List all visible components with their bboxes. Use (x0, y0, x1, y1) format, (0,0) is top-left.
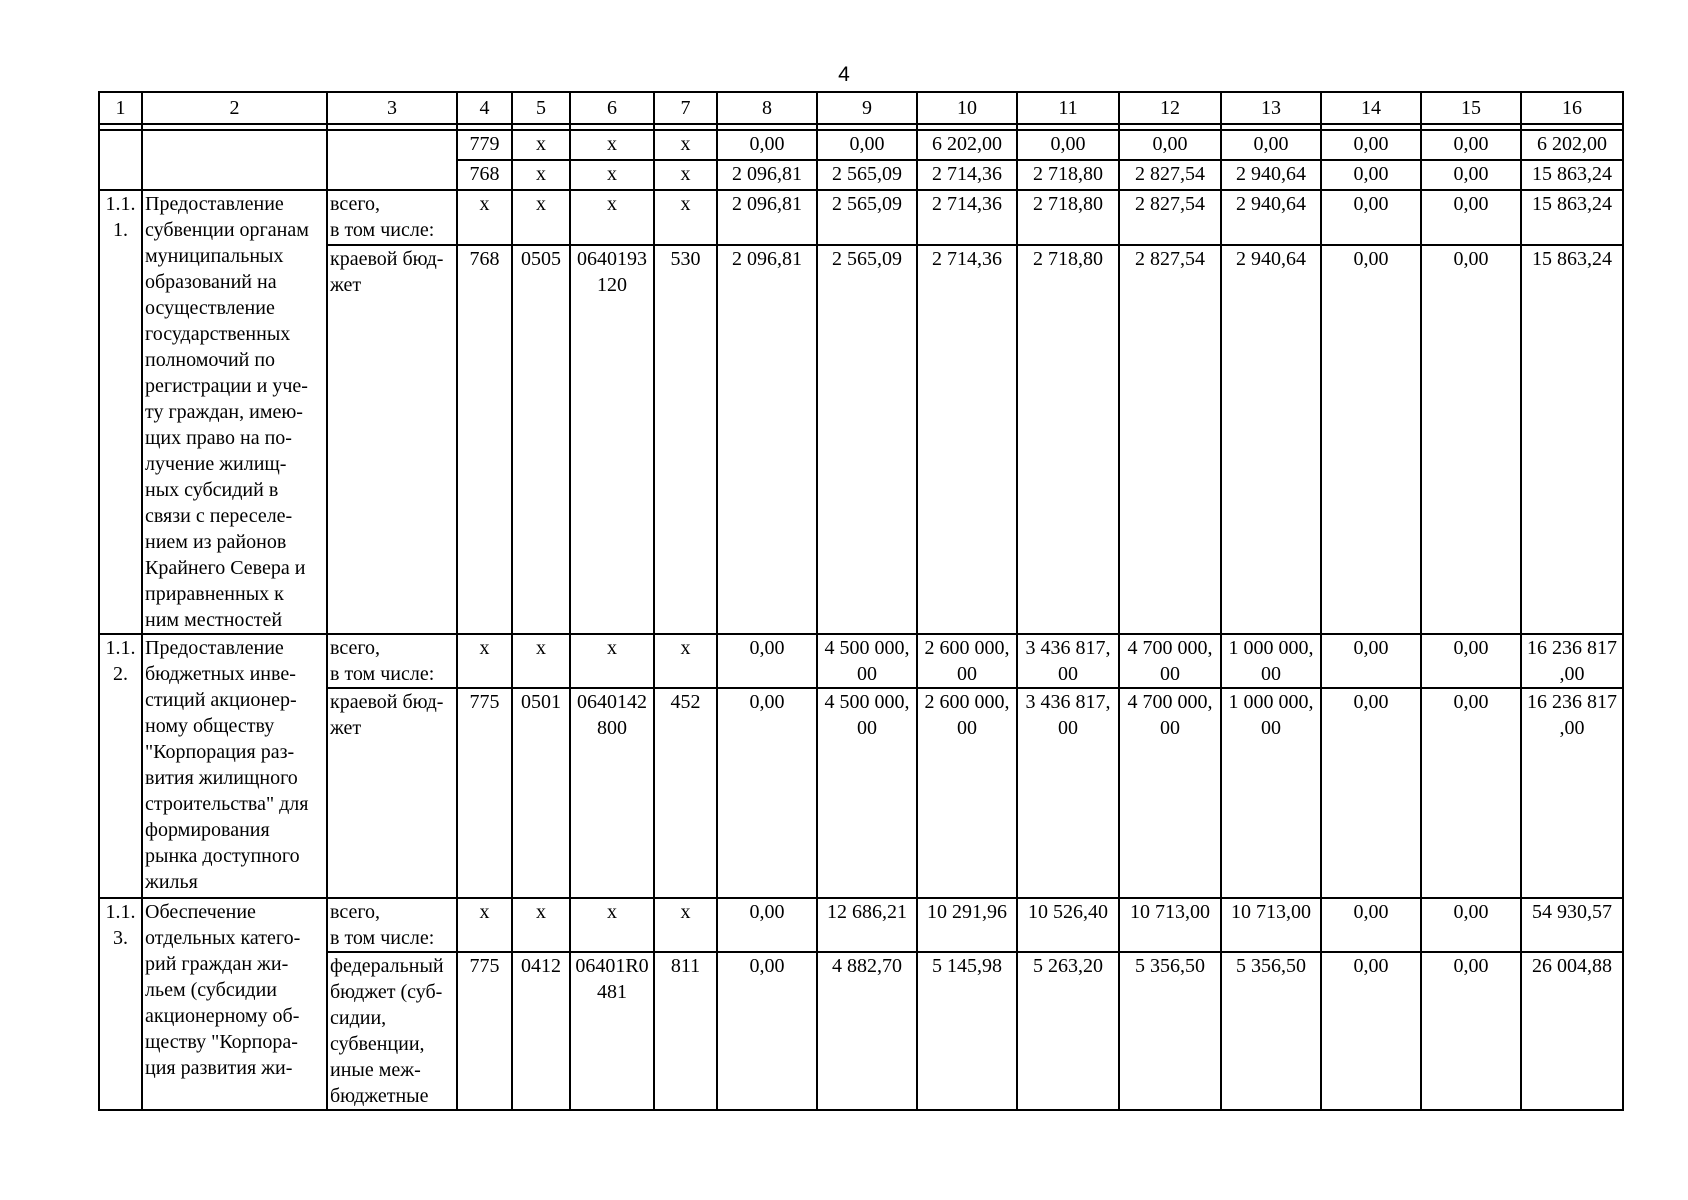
table-cell: 2 940,64 (1221, 245, 1321, 634)
table-cell: 5 145,98 (917, 952, 1017, 1110)
table-cell: х (654, 898, 717, 952)
table-cell: х (654, 634, 717, 688)
table-cell: 2 096,81 (717, 160, 817, 190)
item-source-row (99, 245, 1623, 634)
column-number-header: 12 (1119, 92, 1221, 124)
table-cell: 5 263,20 (1017, 952, 1119, 1110)
source-label: всего, в том числе: (327, 898, 457, 952)
page-number: 4 (838, 63, 850, 86)
source-label: федеральный бюджет (суб- сидии, субвенции, иные меж- бюджетные (327, 952, 457, 1110)
table-cell (142, 130, 327, 190)
item-total-row (99, 634, 1623, 688)
item-number: 1.1. 1. (99, 190, 142, 634)
column-number-header: 15 (1421, 92, 1521, 124)
table-cell: 2 827,54 (1119, 160, 1221, 190)
item-name: Предоставление бюджетных инве- стиций акционер- ному обществу "Корпорация раз- вития жилищного строительства" для формирования рынка доступного жилья (142, 634, 327, 898)
item-source-row (99, 688, 1623, 898)
table-cell: 16 236 817 ,00 (1521, 688, 1623, 898)
table-cell: 0,00 (1221, 130, 1321, 160)
table-cell: х (512, 634, 570, 688)
table-cell: 2 827,54 (1119, 245, 1221, 634)
column-number-header: 14 (1321, 92, 1421, 124)
source-label: всего, в том числе: (327, 190, 457, 245)
table-cell: 2 565,09 (817, 160, 917, 190)
table-cell: х (570, 634, 654, 688)
table-cell: 10 291,96 (917, 898, 1017, 952)
table-cell: 15 863,24 (1521, 245, 1623, 634)
table-cell: 0,00 (1321, 245, 1421, 634)
table-cell: 2 718,80 (1017, 245, 1119, 634)
table-cell: 0,00 (717, 130, 817, 160)
item-name: Предоставление субвенции органам муниципальных образований на осуществление государственных полномочий по регистрации и уче- ту граждан, имею- щих право на по- лучение жилищ- ных субсидий в связи с переселе- нием из районов Крайнего Севера и приравненных к ним местностей (142, 190, 327, 634)
column-number-header: 6 (570, 92, 654, 124)
table-cell: 0501 (512, 688, 570, 898)
table-cell: х (512, 898, 570, 952)
column-number-header: 7 (654, 92, 717, 124)
source-label: всего, в том числе: (327, 634, 457, 688)
table-cell: 0,00 (717, 688, 817, 898)
table-cell: 2 827,54 (1119, 190, 1221, 245)
item-total-row (99, 898, 1623, 952)
table-cell: 0,00 (1321, 190, 1421, 245)
table-cell: 4 882,70 (817, 952, 917, 1110)
table-cell: 0,00 (717, 952, 817, 1110)
table-cell: 0,00 (1421, 160, 1521, 190)
table-cell: 0,00 (1421, 688, 1521, 898)
table-cell: 4 700 000, 00 (1119, 634, 1221, 688)
table-cell: 811 (654, 952, 717, 1110)
column-number-header-row (99, 92, 1623, 124)
item-name: Обеспечение отдельных катего- рий граждан жи- льем (субсидии акционерному об- ществу "Корпора- ция развития жи- (142, 898, 327, 1110)
budget-table (98, 91, 1624, 1111)
table-cell: 0412 (512, 952, 570, 1110)
table-cell: 2 718,80 (1017, 190, 1119, 245)
table-cell: 775 (457, 952, 512, 1110)
table-cell (99, 130, 142, 190)
table-cell: 15 863,24 (1521, 190, 1623, 245)
table-cell: 0,00 (1321, 130, 1421, 160)
table-cell: 1 000 000, 00 (1221, 688, 1321, 898)
table-cell: 2 940,64 (1221, 160, 1321, 190)
table-cell: 4 500 000, 00 (817, 688, 917, 898)
item-total-row (99, 190, 1623, 245)
table-cell: 768 (457, 245, 512, 634)
table-cell: 779 (457, 130, 512, 160)
column-number-header: 16 (1521, 92, 1623, 124)
table-cell: 0,00 (1321, 688, 1421, 898)
table-cell: 12 686,21 (817, 898, 917, 952)
table-cell: х (654, 190, 717, 245)
table-cell: 0,00 (1421, 898, 1521, 952)
table-cell: 1 000 000, 00 (1221, 634, 1321, 688)
table-cell: х (512, 130, 570, 160)
table-cell: х (457, 190, 512, 245)
column-number-header: 5 (512, 92, 570, 124)
table-cell: х (512, 160, 570, 190)
table-cell: 0640193 120 (570, 245, 654, 634)
table-cell: 0,00 (1321, 952, 1421, 1110)
table-cell: 0,00 (1421, 245, 1521, 634)
table-cell: 0,00 (1017, 130, 1119, 160)
item-source-row (99, 952, 1623, 1110)
column-number-header: 9 (817, 92, 917, 124)
table-cell: 0640142 800 (570, 688, 654, 898)
table-cell: х (654, 160, 717, 190)
table-cell: х (512, 190, 570, 245)
table-cell: 0505 (512, 245, 570, 634)
table-cell: 10 713,00 (1221, 898, 1321, 952)
table-cell: х (570, 130, 654, 160)
table-cell: 54 930,57 (1521, 898, 1623, 952)
table-cell: 0,00 (1321, 898, 1421, 952)
table-cell: 2 096,81 (717, 190, 817, 245)
table-cell: 26 004,88 (1521, 952, 1623, 1110)
column-number-header: 2 (142, 92, 327, 124)
column-number-header: 8 (717, 92, 817, 124)
item-number: 1.1. 2. (99, 634, 142, 898)
table-cell: 10 526,40 (1017, 898, 1119, 952)
table-cell: 2 718,80 (1017, 160, 1119, 190)
table-cell: 16 236 817 ,00 (1521, 634, 1623, 688)
table-cell: х (457, 898, 512, 952)
table-cell: 2 600 000, 00 (917, 688, 1017, 898)
table-cell: 0,00 (1119, 130, 1221, 160)
table-cell: 2 714,36 (917, 190, 1017, 245)
table-cell: х (457, 634, 512, 688)
table-cell: 530 (654, 245, 717, 634)
table-cell (327, 130, 457, 190)
table-cell: 0,00 (1421, 190, 1521, 245)
table-cell: 3 436 817, 00 (1017, 634, 1119, 688)
table-cell: 06401R0 481 (570, 952, 654, 1110)
table-cell: 2 940,64 (1221, 190, 1321, 245)
column-number-header: 4 (457, 92, 512, 124)
table-cell: х (570, 190, 654, 245)
table-cell: 5 356,50 (1119, 952, 1221, 1110)
table-cell: 0,00 (1421, 130, 1521, 160)
table-cell: 4 500 000, 00 (817, 634, 917, 688)
table-cell: 0,00 (1321, 160, 1421, 190)
table-cell: 2 096,81 (717, 245, 817, 634)
table-cell: 775 (457, 688, 512, 898)
table-cell: 2 714,36 (917, 245, 1017, 634)
table-cell: 2 565,09 (817, 190, 917, 245)
table-cell: 0,00 (717, 898, 817, 952)
table-cell: 6 202,00 (917, 130, 1017, 160)
column-number-header: 3 (327, 92, 457, 124)
item-number: 1.1. 3. (99, 898, 142, 1110)
table-cell: 2 565,09 (817, 245, 917, 634)
table-cell: 15 863,24 (1521, 160, 1623, 190)
table-cell: 2 600 000, 00 (917, 634, 1017, 688)
table-cell: х (654, 130, 717, 160)
source-label: краевой бюд- жет (327, 245, 457, 634)
table-cell: 768 (457, 160, 512, 190)
table-cell: 0,00 (1321, 634, 1421, 688)
table-cell: 5 356,50 (1221, 952, 1321, 1110)
table-cell: 4 700 000, 00 (1119, 688, 1221, 898)
column-number-header: 1 (99, 92, 142, 124)
table-cell: 452 (654, 688, 717, 898)
table-cell: х (570, 160, 654, 190)
column-number-header: 11 (1017, 92, 1119, 124)
table-cell: 0,00 (717, 634, 817, 688)
table-cell: 0,00 (1421, 634, 1521, 688)
table-cell: 10 713,00 (1119, 898, 1221, 952)
table-cell: 2 714,36 (917, 160, 1017, 190)
column-number-header: 10 (917, 92, 1017, 124)
table-cell: х (570, 898, 654, 952)
table-cell: 0,00 (1421, 952, 1521, 1110)
table-row (99, 130, 1623, 160)
source-label: краевой бюд- жет (327, 688, 457, 898)
table-cell: 6 202,00 (1521, 130, 1623, 160)
table-cell: 3 436 817, 00 (1017, 688, 1119, 898)
column-number-header: 13 (1221, 92, 1321, 124)
table-cell: 0,00 (817, 130, 917, 160)
